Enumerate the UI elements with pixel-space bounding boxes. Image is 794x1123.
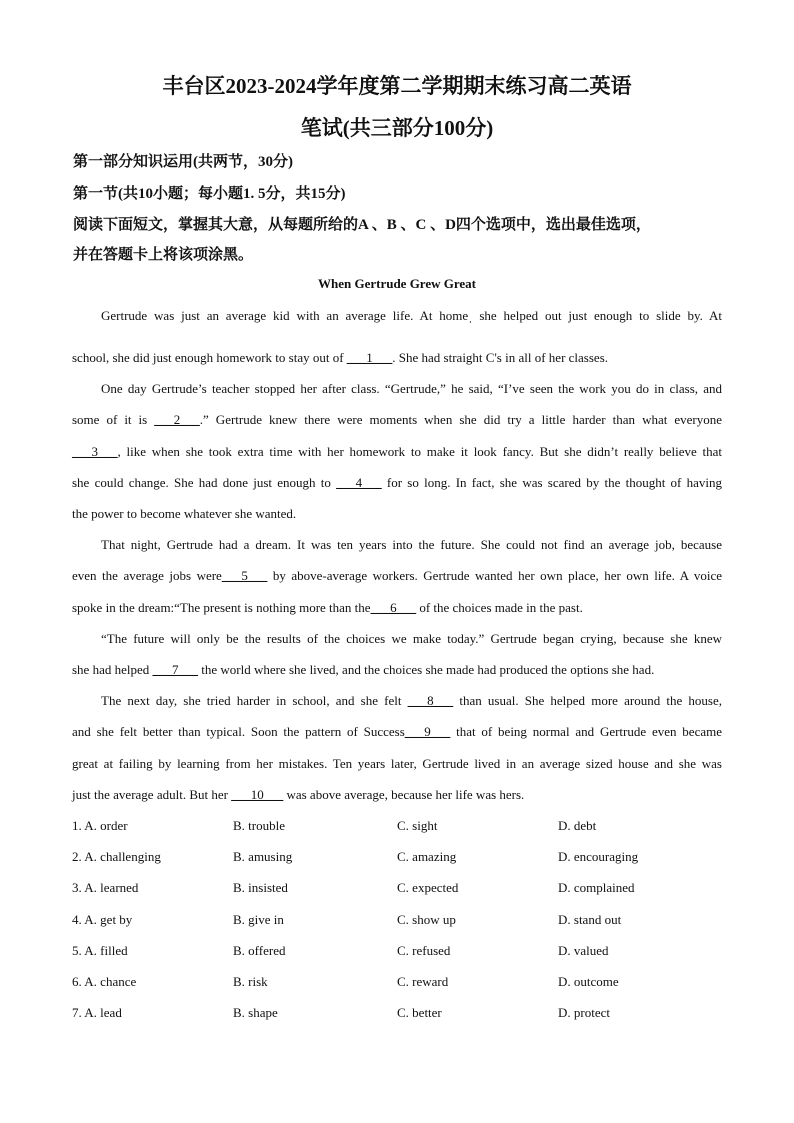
passage-line: Gertrude was just an average kid with an average life. At homeˌ she helped out just enough to slide by. At [101,308,722,323]
instruction-line-2: 并在答题卡上将该项涂黑。 [73,247,254,263]
passage-line: she had helped ___7___ the world where she lived, and the choices she made had produced the options she had. [72,662,655,677]
exam-subtitle: 笔试(共三部分100分) [300,116,494,140]
option-4-a: 4. A. get by [72,912,133,927]
option-5-c: C. refused [397,943,451,958]
option-6-d: D. outcome [558,974,619,989]
part-heading: 第一部分知识运用(共两节，30分) [73,154,293,170]
option-7-a: 7. A. lead [72,1005,122,1020]
option-4-d: D. stand out [558,912,622,927]
option-7-b: B. shape [233,1005,278,1020]
blank-2: ___2___ [154,412,200,427]
passage-line: That night, Gertrude had a dream. It was ten years into the future. She could not find an average job, because [101,537,722,552]
option-5-b: B. offered [233,943,286,958]
section-heading: 第一节(共10小题；每小题1. 5分，共15分) [73,186,346,202]
passage-line: and she felt better than typical. Soon the pattern of Success___9___ that of being normal and Gertrude even became [72,724,722,739]
blank-5: ___5___ [221,568,268,583]
option-1-b: B. trouble [233,818,285,833]
option-2-c: C. amazing [397,849,457,864]
instruction-line-1: 阅读下面短文，掌握其大意，从每题所给的A 、B 、C 、D四个选项中，选出最佳选项， [73,217,651,233]
option-3-c: C. expected [397,880,459,895]
option-5-a: 5. A. filled [72,943,128,958]
passage-line: spoke in the dream:“The present is nothing more than the___6___ of the choices made in the past. [72,600,583,615]
passage-line: great at failing by learning from her mistakes. Ten years later, Gertrude lived in an average sized house and she was [72,756,722,771]
option-3-d: D. complained [558,880,635,895]
option-1-c: C. sight [397,818,438,833]
passage-line: she could change. She had done just enough to ___4___ for so long. In fact, she was scared by the thought of having [72,475,722,490]
blank-8: ___8___ [407,693,454,708]
option-7-c: C. better [397,1005,442,1020]
option-4-b: B. give in [233,912,284,927]
option-3-b: B. insisted [233,880,288,895]
passage-line: school, she did just enough homework to stay out of ___1___. She had straight C's in all of her classes. [72,350,608,365]
blank-10: ___10___ [231,787,284,802]
option-6-b: B. risk [233,974,268,989]
option-2-d: D. encouraging [558,849,639,864]
passage-line: ___3___, like when she took extra time with her homework to make it look fancy. But she didn’t really believe that [72,444,722,459]
option-3-a: 3. A. learned [72,880,139,895]
option-1-d: D. debt [558,818,597,833]
option-4-c: C. show up [397,912,456,927]
option-1-a: 1. A. order [72,818,128,833]
exam-title: 丰台区2023-2024学年度第二学期期末练习高二英语 [162,74,632,98]
blank-7: ___7___ [152,662,199,677]
passage-line: some of it is ___2___.” Gertrude knew there were moments when she did try a little harder than what everyone [72,412,722,427]
option-2-b: B. amusing [233,849,293,864]
passage-title: When Gertrude Grew Great [317,276,476,291]
passage-line: just the average adult. But her ___10___ was above average, because her life was hers. [72,787,525,802]
passage-line: One day Gertrude’s teacher stopped her after class. “Gertrude,” he said, “I’ve seen the work you do in class, and [101,381,722,396]
blank-6: ___6___ [370,600,417,615]
option-7-d: D. protect [558,1005,610,1020]
option-5-d: D. valued [558,943,609,958]
passage-line: the power to become whatever she wanted. [72,506,297,521]
passage-line: The next day, she tried harder in school, and she felt ___8___ than usual. She helped more around the house, [101,693,722,708]
passage-line: even the average jobs were___5___ by above-average workers. Gertrude wanted her own place, her own life. A voice [72,568,722,583]
blank-9: ___9___ [404,724,451,739]
option-2-a: 2. A. challenging [72,849,161,864]
blank-1: ___1___ [346,350,393,365]
passage-line: “The future will only be the results of the choices we make today.” Gertrude began crying, because she knew [101,631,722,646]
blank-3: ___3___ [72,444,118,459]
blank-4: ___4___ [336,475,382,490]
option-6-c: C. reward [397,974,449,989]
option-6-a: 6. A. chance [72,974,137,989]
